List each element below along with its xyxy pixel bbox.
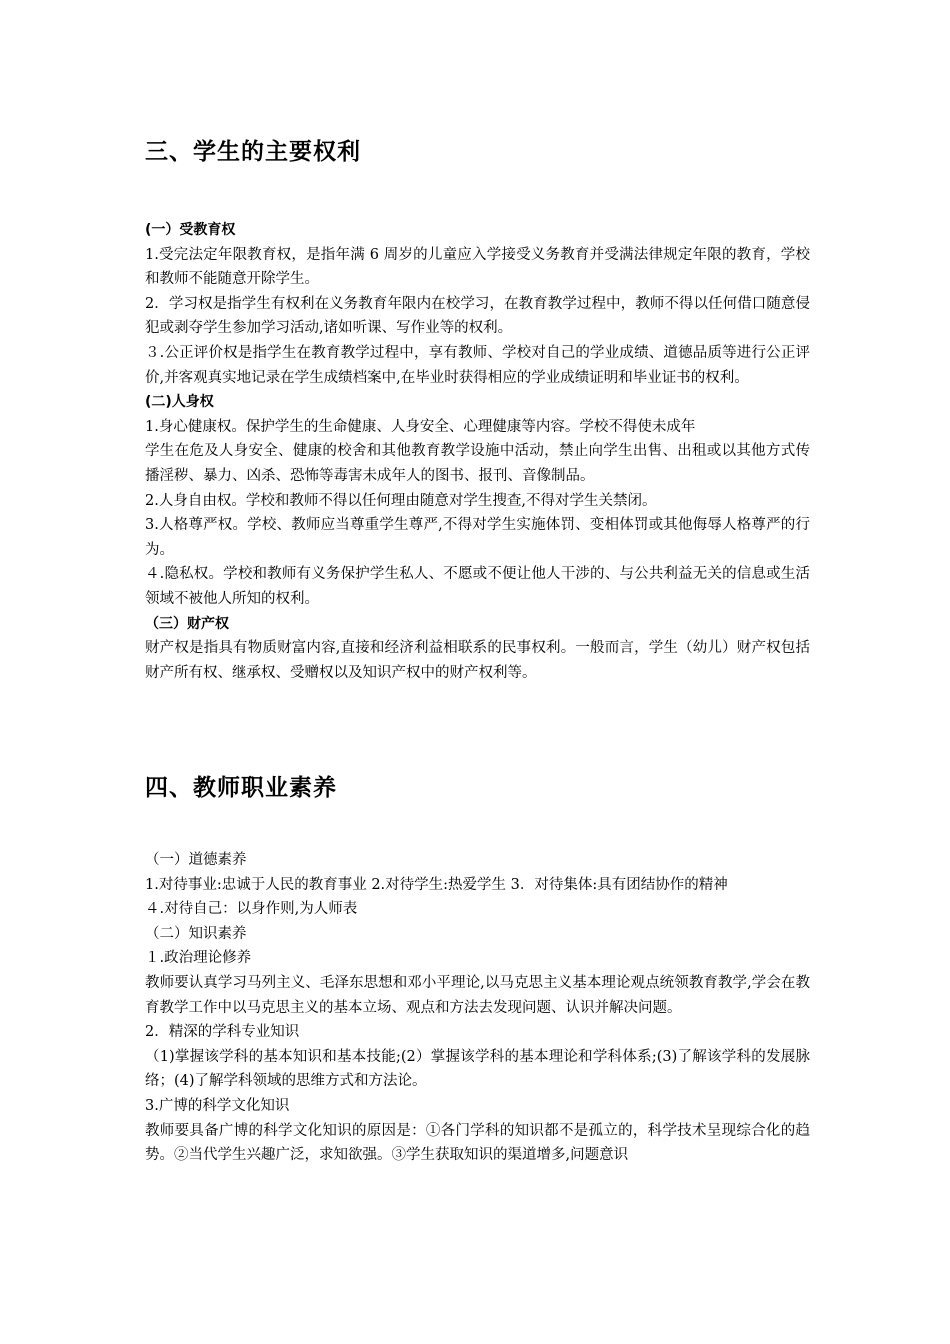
paragraph: 2．精深的学科专业知识 [145,1024,300,1041]
paragraph: ４.对待自己：以身作则,为人师表 [145,901,358,918]
subheading-education-right: (一）受教育权 [145,222,236,238]
paragraph: 2.人身自由权。学校和教师不得以任何理由随意对学生搜查,不得对学生关禁闭。 [145,492,657,509]
teacher-quality-section [145,848,810,1168]
paragraph: （1)掌握该学科的基本知识和基本技能;(2）掌握该学科的基本理论和学科体系;(3)了解该学科的发展脉络；(4)了解学科领域的思维方式和方法论。 [145,1048,810,1090]
subheading-property-right: （三）财产权 [145,615,229,632]
paragraph: 3.人格尊严权。学校、教师应当尊重学生尊严,不得对学生实施体罚、变相体罚或其他侮辱人格尊严的行为。 [145,517,810,558]
section-title-teacher-quality: 四、教师职业素养 [145,775,337,801]
paragraph: ４.隐私权。学校和教师有义务保护学生私人、不愿或不便让他人干涉的、与公共利益无关的信息或生活领域不被他人所知的权利。 [145,566,810,607]
subheading-personal-right: (二)人身权 [145,394,214,411]
section-title-student-rights: 三、学生的主要权利 [145,139,361,165]
paragraph: 教师要认真学习马列主义、毛泽东思想和邓小平理论,以马克思主义基本理论观点统领教育教学,学会在教育教学工作中以马克思主义的基本立场、观点和方法去发现问题、认识并解决问题。 [145,974,810,1016]
subheading-moral-quality: （一）道德素养 [145,852,247,868]
subheading-knowledge-quality: （二）知识素养 [145,925,247,942]
paragraph: 1.受完法定年限教育权，是指年满 6 周岁的儿童应入学接受义务教育并受满法律规定年限的教育，学校和教师不能随意开除学生。 [145,246,810,288]
paragraph: １.政治理论修养 [145,950,252,967]
paragraph: ３.公正评价权是指学生在教育教学过程中，享有教师、学校对自己的学业成绩、道德品质等进行公正评价,并客观真实地记录在学生成绩档案中,在毕业时获得相应的学业成绩证明和毕业证书的权利。 [145,344,810,386]
student-rights-section [145,218,810,685]
paragraph: 2．学习权是指学生有权利在义务教育年限内在校学习，在教育教学过程中，教师不得以任何借口随意侵犯或剥夺学生参加学习活动,诸如听课、写作业等的权利。 [145,295,810,337]
paragraph: 学生在危及人身安全、健康的校舍和其他教育教学设施中活动，禁止向学生出售、出租或以其他方式传播淫秽、暴力、凶杀、恐怖等毒害未成年人的图书、报刊、音像制品。 [145,443,810,484]
paragraph: 1.身心健康权。保护学生的生命健康、人身安全、心理健康等内容。学校不得使未成年 [145,418,696,435]
paragraph: 财产权是指具有物质财富内容,直接和经济利益相联系的民事权利。一般而言，学生（幼儿）财产权包括财产所有权、继承权、受赠权以及知识产权中的财产权利等。 [145,640,810,681]
paragraph: 教师要具备广博的科学文化知识的原因是：①各门学科的知识都不是孤立的，科学技术呈现综合化的趋势。②当代学生兴趣广泛，求知欲强。③学生获取知识的渠道增多,问题意识 [145,1122,810,1164]
paragraph: 1.对待事业:忠诚于人民的教育事业 2.对待学生:热爱学生 3．对待集体:具有团结协作的精神 [145,876,728,893]
paragraph: 3.广博的科学文化知识 [145,1097,290,1114]
